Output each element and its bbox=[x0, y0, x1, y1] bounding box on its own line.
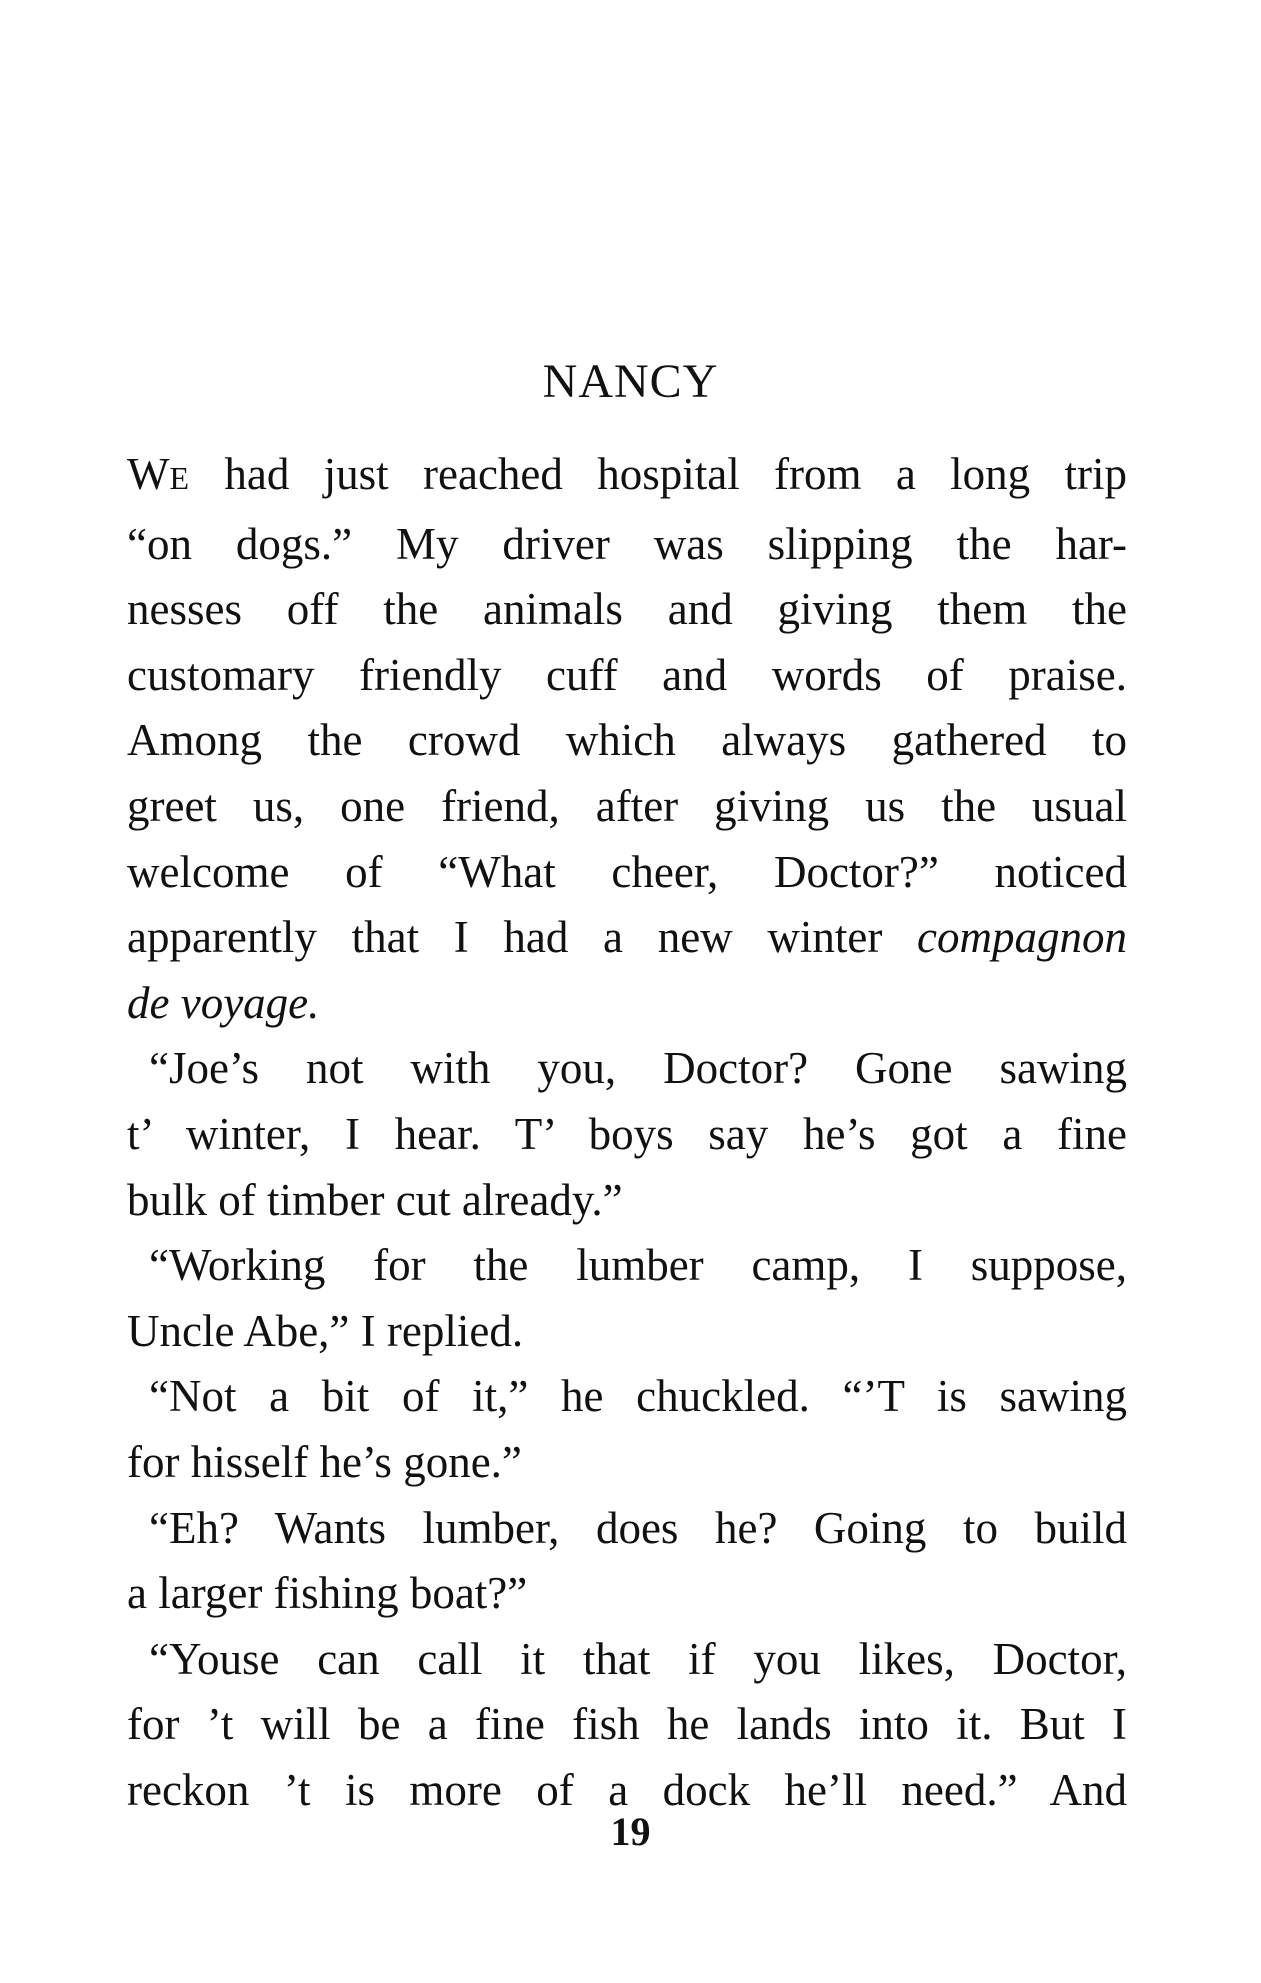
italic-text: de voyage. bbox=[127, 977, 320, 1028]
chapter-title: NANCY bbox=[542, 355, 719, 408]
line-text: had just reached hospital from a long trip bbox=[190, 449, 1127, 499]
italic-text: compagnon bbox=[917, 912, 1127, 963]
drop-letter: W bbox=[127, 449, 170, 499]
text-line: bulk of timber cut already.” bbox=[127, 1174, 623, 1225]
text-line: “Working for the lumber camp, I suppose, bbox=[149, 1240, 1127, 1291]
text-line: Uncle Abe,” I replied. bbox=[127, 1305, 524, 1356]
text-line: for hisself he’s gone.” bbox=[127, 1436, 522, 1487]
body-text bbox=[127, 442, 1127, 1823]
text-line: welcome of “What cheer, Doctor?” noticed bbox=[127, 846, 1127, 897]
text-line: greet us, one friend, after giving us the usual bbox=[127, 780, 1127, 831]
text-line: nesses off the animals and giving them the bbox=[127, 584, 1127, 635]
text-line: “Not a bit of it,” he chuckled. “’T is sawing bbox=[149, 1371, 1127, 1422]
text-line bbox=[127, 442, 1127, 512]
text-line: “Eh? Wants lumber, does he? Going to build bbox=[149, 1502, 1127, 1553]
line-text: apparently that I had a new winter bbox=[127, 912, 918, 963]
page-number: 19 bbox=[610, 1809, 651, 1854]
small-caps: E bbox=[169, 460, 191, 496]
text-line: reckon ’t is more of a dock he’ll need.” And bbox=[127, 1764, 1127, 1815]
text-line: a larger fishing boat?” bbox=[127, 1568, 528, 1619]
text-line: “on dogs.” My driver was slipping the har- bbox=[127, 518, 1127, 569]
text-line: “Youse can call it that if you likes, Doctor, bbox=[149, 1633, 1127, 1684]
text-line: “Joe’s not with you, Doctor? Gone sawing bbox=[149, 1043, 1127, 1094]
text-line: t’ winter, I hear. T’ boys say he’s got a fine bbox=[127, 1108, 1127, 1159]
text-line bbox=[127, 905, 1127, 971]
text-line bbox=[127, 971, 1127, 1037]
text-line: Among the crowd which always gathered to bbox=[127, 715, 1127, 766]
text-line: for ’t will be a fine fish he lands into it. But I bbox=[127, 1699, 1127, 1750]
text-line: customary friendly cuff and words of praise. bbox=[127, 649, 1127, 700]
